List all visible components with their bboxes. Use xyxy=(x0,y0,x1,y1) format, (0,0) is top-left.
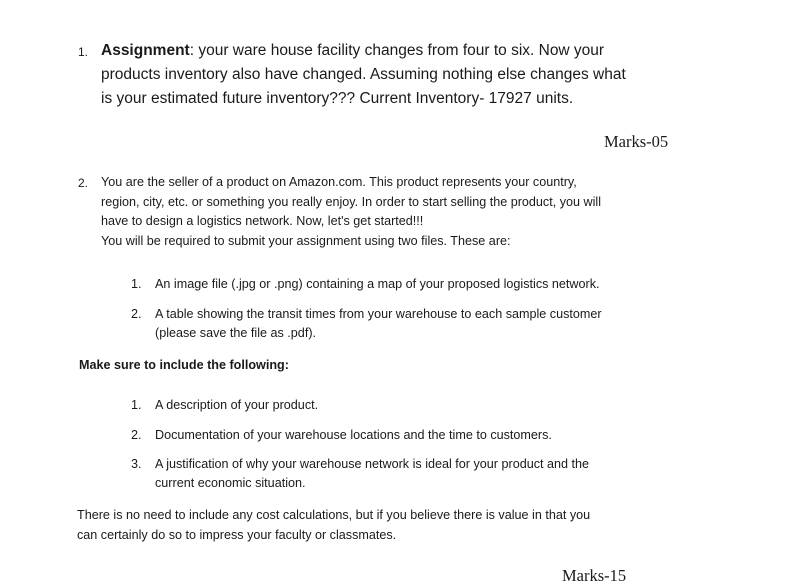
include-item-3-text-2: current economic situation. xyxy=(155,476,306,490)
q1-number: 1. xyxy=(78,45,89,59)
include-heading: Make sure to include the following: xyxy=(79,358,289,372)
file-item-1-text: An image file (.jpg or .png) containing a map of your proposed logistics network. xyxy=(155,277,600,291)
include-item-1-number: 1. xyxy=(131,398,142,412)
closing-line-2: can certainly do so to impress your faculty or classmates. xyxy=(77,528,397,542)
include-item-2-number: 2. xyxy=(131,428,142,442)
file-item-2-text-2: (please save the file as .pdf). xyxy=(155,326,317,340)
include-item-3-number: 3. xyxy=(131,457,142,471)
file-item-1-number: 1. xyxy=(131,277,142,291)
q2-number: 2. xyxy=(78,176,89,190)
q1-marks: Marks-05 xyxy=(604,132,669,151)
q2-line-1: You are the seller of a product on Amazon.com. This product represents your country, xyxy=(101,175,577,189)
include-item-3-text-1: A justification of why your warehouse network is ideal for your product and the xyxy=(155,457,590,471)
q2-line-3: have to design a logistics network. Now, let's get started!!! xyxy=(101,214,424,228)
q2-marks: Marks-15 xyxy=(562,566,627,585)
q1-line-2: products inventory also have changed. Assuming nothing else changes what xyxy=(101,66,626,83)
q2-line-4: You will be required to submit your assignment using two files. These are: xyxy=(101,234,511,248)
include-item-2-text: Documentation of your warehouse locations and the time to customers. xyxy=(155,428,552,442)
file-item-2-number: 2. xyxy=(131,307,142,321)
file-item-2-text-1: A table showing the transit times from your warehouse to each sample customer xyxy=(155,307,602,321)
closing-line-1: There is no need to include any cost calculations, but if you believe there is value in that you xyxy=(77,508,591,522)
q1-line-1 xyxy=(101,40,604,61)
q1-line-3: is your estimated future inventory??? Current Inventory- 17927 units. xyxy=(101,90,574,107)
q1-line-1-text: : your ware house facility changes from four to six. Now your xyxy=(189,42,605,59)
q2-line-2: region, city, etc. or something you really enjoy. In order to start selling the product, you will xyxy=(101,195,602,209)
include-item-1-text: A description of your product. xyxy=(155,398,319,412)
q1-label: Assignment xyxy=(101,42,190,59)
